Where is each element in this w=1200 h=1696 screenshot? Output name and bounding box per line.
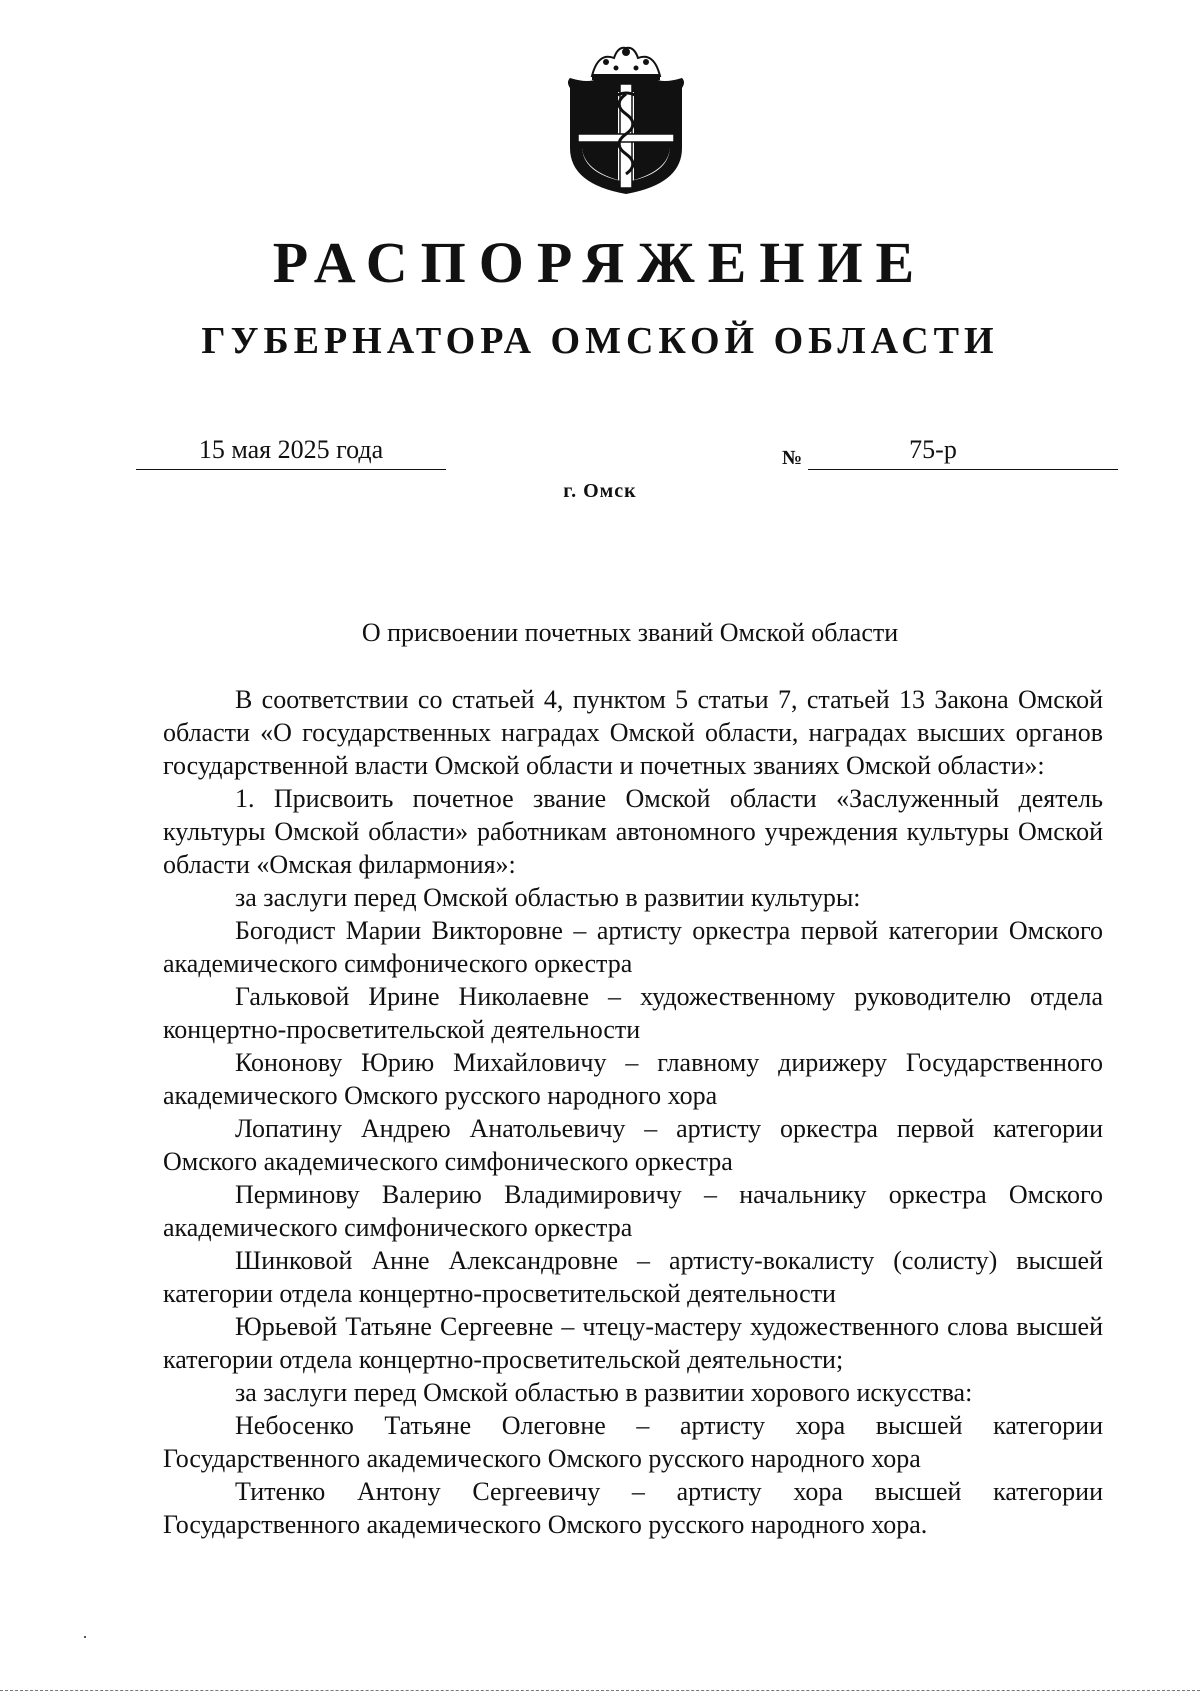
paragraph-merit-culture: за заслуги перед Омской областью в развитии культуры: <box>235 883 861 912</box>
paragraph-recipient: Кононову Юрию Михайловичу – главному дирижеру Государственного академического Омского русского народного хора <box>163 1048 1103 1110</box>
number-label: № <box>782 447 803 469</box>
paragraph-recipient: Гальковой Ирине Николаевне – художественному руководителю отдела концертно-просветительской деятельности <box>163 982 1103 1044</box>
scan-bottom-edge <box>0 1690 1200 1691</box>
paragraph-merit-choral: за заслуги перед Омской областью в развитии хорового искусства: <box>235 1378 973 1407</box>
document-heading: О присвоении почетных званий Омской области <box>361 618 899 647</box>
document-date: 15 мая 2025 года <box>136 433 446 470</box>
paragraph-recipient: Шинковой Анне Александровне – артисту-вокалисту (солисту) высшей категории отдела концертно-просветительской деятельности <box>163 1246 1103 1308</box>
paragraph-recipient: Лопатину Андрею Анатольевичу – артисту оркестра первой категории Омского академического симфонического оркестра <box>163 1114 1103 1176</box>
document-number: 75-р <box>808 433 1118 470</box>
paragraph-recipient: Перминову Валерию Владимировичу – начальнику оркестра Омского академического симфонического оркестра <box>163 1180 1103 1242</box>
paragraph-recipient: Небосенко Татьяне Олеговне – артисту хора высшей категории Государственного академического Омского русского народного хора <box>163 1411 1103 1473</box>
paragraph-recipient: Богодист Марии Викторовне – артисту оркестра первой категории Омского академического симфонического оркестра <box>163 916 1103 978</box>
document-place: г. Омск <box>563 480 637 502</box>
scan-speck <box>84 1636 86 1638</box>
paragraph-preamble: В соответствии со статьей 4, пунктом 5 статьи 7, статьей 13 Закона Омской области «О государственных наградах Омской области, наградах высших органов государственной власти Омской области и почетных званиях Омской области»: <box>163 685 1103 780</box>
coat-of-arms-icon <box>562 38 690 196</box>
paragraph-recipient: Юрьевой Татьяне Сергеевне – чтецу-мастеру художественного слова высшей категории отдела концертно-просветительской деятельности; <box>163 1312 1103 1374</box>
paragraph-recipient: Титенко Антону Сергеевичу – артисту хора высшей категории Государственного академического Омского русского народного хора. <box>163 1477 1103 1539</box>
document-subtitle: ГУБЕРНАТОРА ОМСКОЙ ОБЛАСТИ <box>201 320 999 362</box>
document-title: РАСПОРЯЖЕНИЕ <box>272 230 928 295</box>
document-body <box>163 683 1103 1541</box>
paragraph-item-1: 1. Присвоить почетное звание Омской области «Заслуженный деятель культуры Омской области» работникам автономного учреждения культуры Омской области «Омская филармония»: <box>163 784 1103 879</box>
